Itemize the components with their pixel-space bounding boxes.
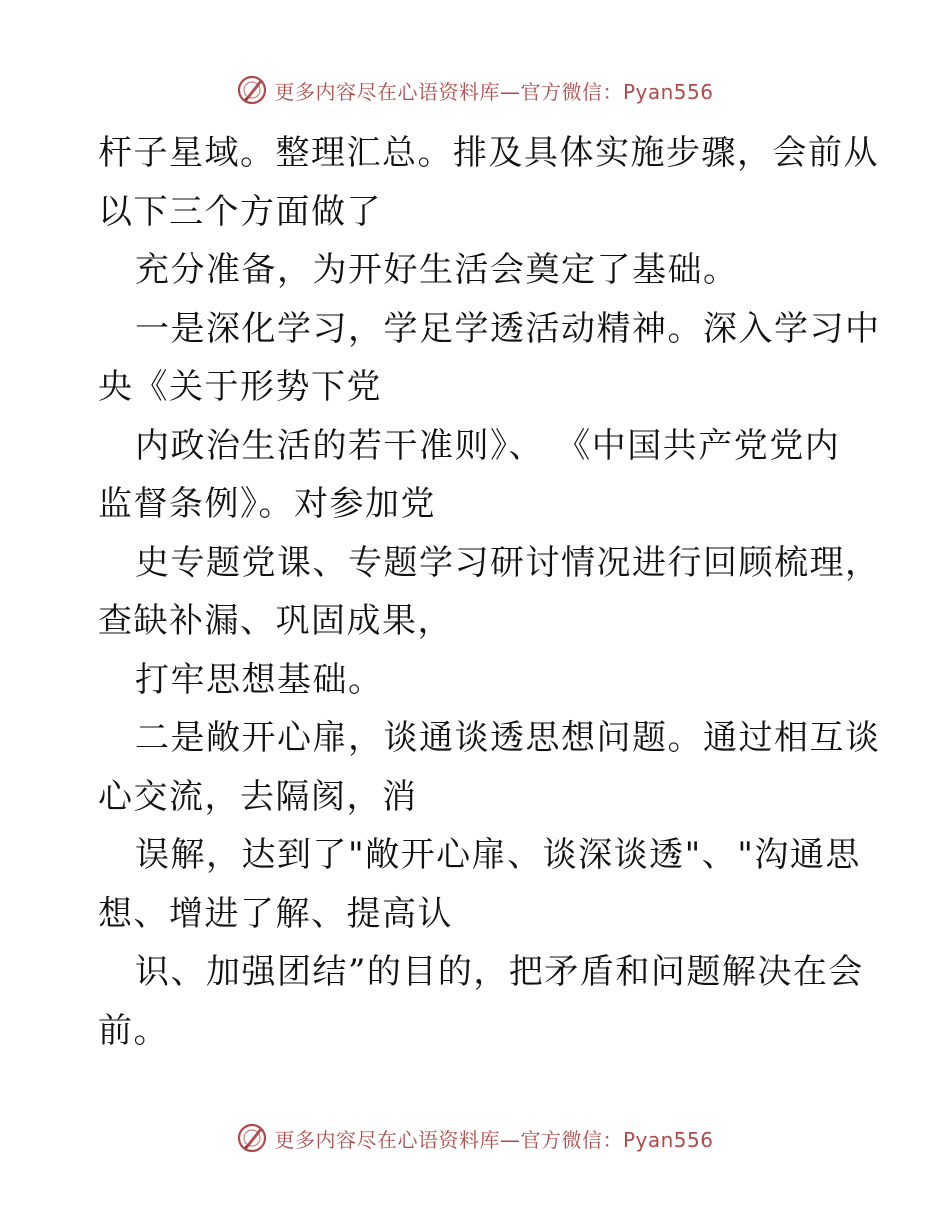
text-line: 监督条例》。对参加党	[98, 484, 436, 524]
document-body	[98, 124, 881, 1060]
text-line: 央《关于形势下党	[98, 367, 382, 407]
text-line: 一是深化学习，学足学透活动精神。深入学习中	[135, 308, 881, 349]
header-banner-text: 更多内容尽在心语资料库—官方微信：Pyan556	[274, 79, 714, 104]
text-line: 前。	[98, 1010, 169, 1051]
text-line: 充分准备，为开好生活会奠定了基础。	[135, 250, 739, 290]
quill-pen-seal-icon	[236, 74, 268, 106]
header-banner	[0, 70, 950, 110]
text-line: 误解，达到了"敞开心扉、谈深谈透"、"沟通思	[135, 835, 861, 875]
text-line: 以下三个方面做了	[98, 191, 382, 232]
text-line: 二是敞开心扉，谈通谈透思想问题。通过相互谈	[135, 718, 881, 758]
text-line: 打牢思想基础。	[135, 659, 384, 700]
footer-banner	[0, 1118, 950, 1158]
text-line: 查缺补漏、巩固成果，	[98, 601, 453, 641]
text-line: 杆子星域。整理汇总。排及具体实施步骤，会前从	[98, 133, 879, 173]
text-line: 心交流，去隔阂，消	[98, 776, 418, 817]
footer-banner-text: 更多内容尽在心语资料库—官方微信：Pyan556	[274, 1127, 714, 1152]
text-line: 内政治生活的若干准则》、 《中国共产党党内	[135, 425, 841, 466]
quill-pen-seal-icon	[236, 1122, 268, 1154]
text-line: 想、增进了解、提高认	[98, 893, 453, 934]
text-line: 识、加强团结”的目的，把矛盾和问题解决在会	[135, 952, 864, 992]
text-line: 史专题党课、专题学习研讨情况进行回顾梳理，	[135, 542, 881, 583]
